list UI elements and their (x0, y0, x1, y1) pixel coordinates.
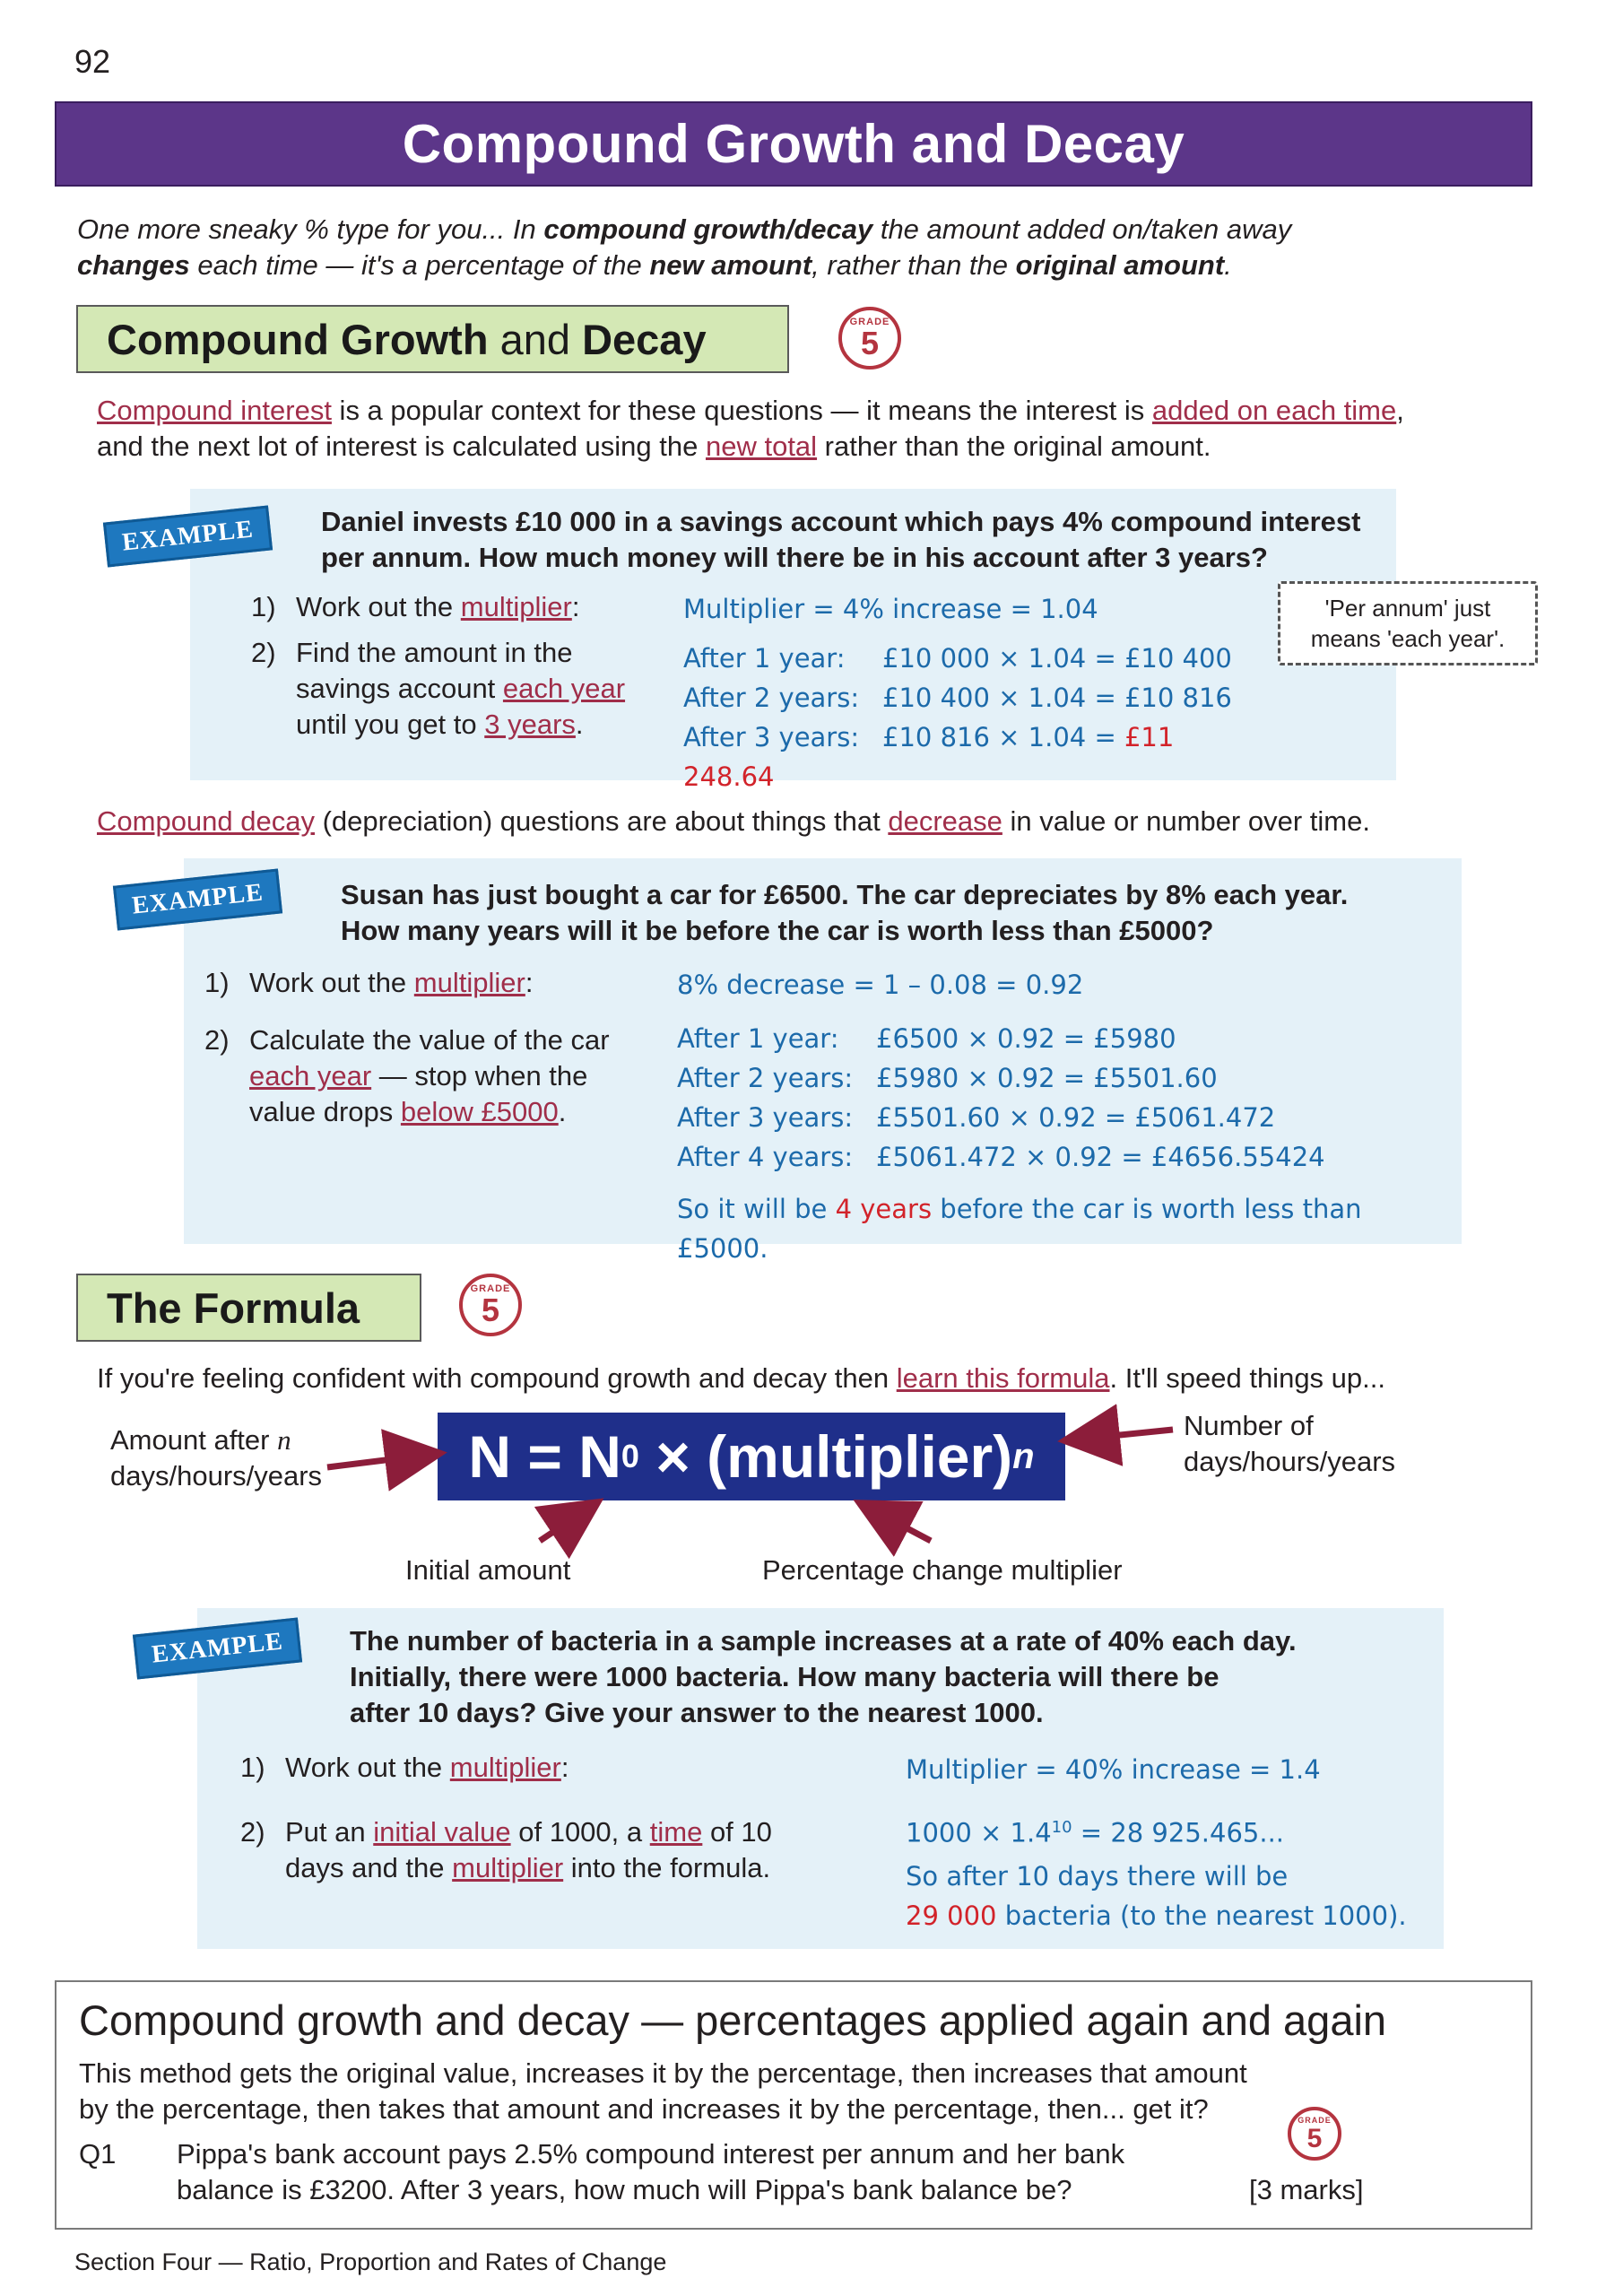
summary-title: Compound growth and decay — percentages applied again and again (79, 1996, 1387, 2044)
example-question: The number of bacteria in a sample increases at a rate of 40% each day. Initially, there were 1000 bacteria. How many bacteria will there be after 10 days? Give your answer to the nearest 1000. (350, 1625, 1297, 1728)
formula-label-initial: Initial amount (405, 1554, 571, 1586)
step-1: 1) Work out the multiplier: (240, 1752, 569, 1783)
working-row: After 2 years: £10 400 × 1.04 = £10 816 (683, 683, 1232, 713)
answer-value: £11 248.64 (683, 722, 1175, 792)
example-tag: EXAMPLE (113, 868, 282, 930)
arrow-amount (327, 1455, 429, 1467)
section-heading-compound: Compound Growth and Decay (76, 305, 789, 373)
working-multiplier: 8% decrease = 1 – 0.08 = 0.92 (677, 970, 1084, 1000)
step-1: 1) Work out the multiplier: (251, 591, 580, 622)
formula-paragraph: If you're feeling confident with compound growth and decay then learn this formula. It'll speed things up... (97, 1362, 1385, 1394)
arrow-initial (540, 1509, 588, 1541)
section-heading-formula: The Formula (76, 1274, 421, 1342)
page-title: Compound Growth and Decay (402, 114, 1185, 174)
step-2: 2) Calculate the value of the car each year — stop when the value drops below £5000. (204, 1024, 610, 1127)
arrow-multiplier (870, 1509, 931, 1541)
working-row: After 3 years: £5501.60 × 0.92 = £5061.472 (677, 1102, 1276, 1133)
compound-interest-paragraph: Compound interest is a popular context for these questions — it means the interest is added on each time, and the next lot of interest is calculated using the new total rather than the original amount. (97, 395, 1404, 462)
working-calculation: $1000 \times 1.4^{10} = 28$ 925.465... (906, 1817, 1285, 1848)
step-1: 1) Work out the multiplier: (204, 967, 534, 998)
step-2: 2) Find the amount in the savings account each year until you get to 3 years. (251, 637, 626, 740)
grade-badge: GRADE 5 (838, 307, 901, 370)
question-marks: [3 marks] (1249, 2174, 1364, 2205)
question-text: Pippa's bank account pays 2.5% compound interest per annum and her bank balance is £3200. After 3 years, how much will Pippa's bank balance be? (177, 2138, 1125, 2205)
formula-label-amount: Amount after n days/hours/years (110, 1424, 323, 1492)
conclusion: So after 10 days there will be 29 000 bacteria (to the nearest 1000). (906, 1861, 1407, 1931)
arrow-number (1076, 1430, 1173, 1439)
footer: Section Four — Ratio, Proportion and Rates of Change (74, 2248, 667, 2275)
formula-box: N = N 0 × (multiplier) n (438, 1413, 1065, 1500)
question-label: Q1 (79, 2138, 117, 2170)
working-row: After 3 years: £10 816 × 1.04 = £11 248.64 (683, 722, 1175, 792)
grade-badge: GRADE 5 (1288, 2107, 1341, 2161)
compound-decay-paragraph: Compound decay (depreciation) questions are about things that decrease in value or number over time. (97, 805, 1370, 837)
example-question: Daniel invests £10 000 in a savings account which pays 4% compound interest per annum. How much money will there be in his account after 3 years? (321, 506, 1361, 573)
conclusion: So it will be 4 years before the car is worth less than £5000. (677, 1194, 1362, 1264)
working-multiplier: Multiplier = 4% increase = 1.04 (683, 594, 1098, 624)
working-row: After 2 years: £5980 × 0.92 = £5501.60 (677, 1063, 1218, 1093)
example-tag: EXAMPLE (133, 1617, 302, 1679)
grade-badge: GRADE 5 (459, 1274, 522, 1336)
step-2: 2) Put an initial value of 1000, a time of 10 days and the multiplier into the formula. (240, 1816, 772, 1883)
note-bubble: 'Per annum' just means 'each year'. (1278, 581, 1538, 665)
working-row: After 4 years: £5061.472 × 0.92 = £4656.55424 (677, 1142, 1325, 1172)
intro-text: One more sneaky % type for you... In compound growth/decay the amount added on/taken away changes each time — it's a percentage of the new amount, rather than the original amount. (77, 213, 1292, 281)
page-number: 92 (74, 43, 111, 80)
working-row: After 1 year: £6500 × 0.92 = £5980 (677, 1023, 1176, 1054)
formula-label-multiplier: Percentage change multiplier (762, 1554, 1123, 1586)
working-multiplier: Multiplier = 40% increase = 1.4 (906, 1754, 1321, 1785)
working-row: After 1 year: £10 000 × 1.04 = £10 400 (683, 643, 1232, 674)
formula-label-number: Number of days/hours/years (1184, 1410, 1396, 1477)
summary-text: This method gets the original value, increases it by the percentage, then increases that amount by the percentage, then takes that amount and increases it by the percentage, then... get it? (79, 2057, 1247, 2125)
example-tag: EXAMPLE (103, 505, 273, 567)
example-question: Susan has just bought a car for £6500. The car depreciates by 8% each year. How many years will it be before the car is worth less than £5000? (341, 879, 1349, 946)
